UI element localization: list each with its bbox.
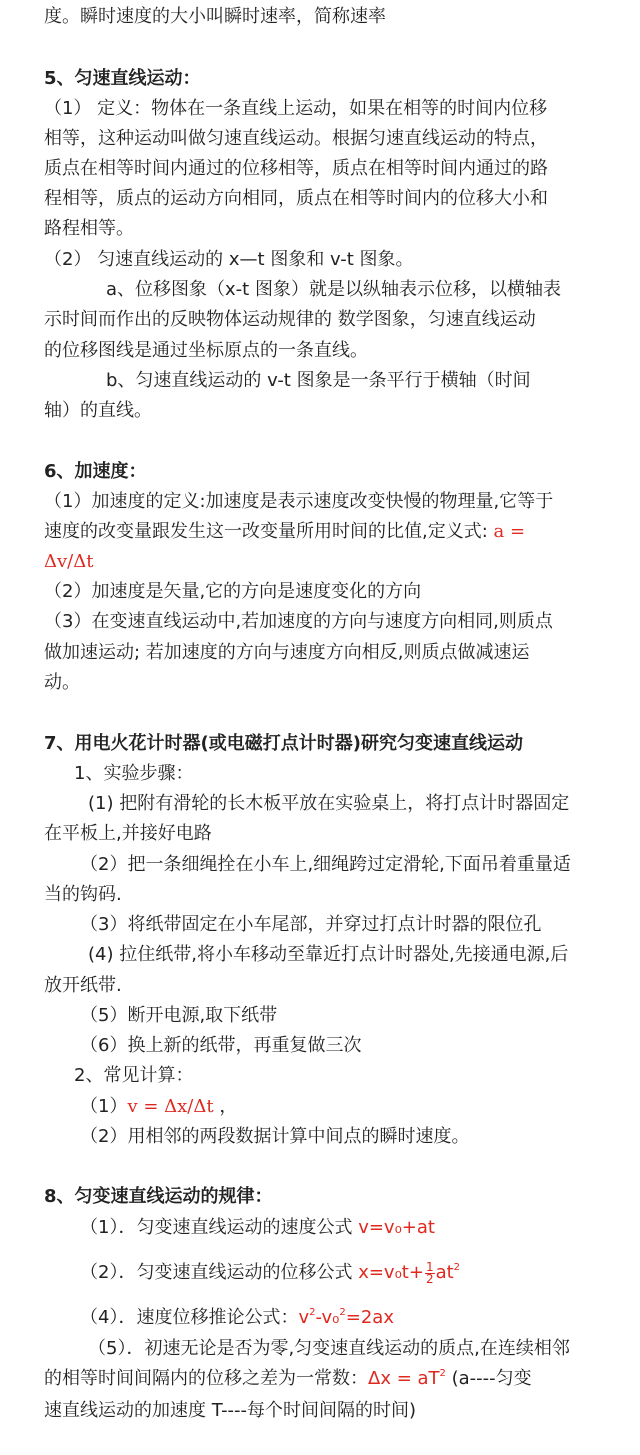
text-line: 度。瞬时速度的大小叫瞬时速率，简称速率 (44, 6, 386, 27)
section-8-title: 8、匀变速直线运动的规律： (44, 1186, 273, 1207)
formula-part: -v₀ (315, 1307, 340, 1328)
text-run: （1） (80, 1096, 128, 1117)
text-line: 2、常见计算： (74, 1065, 194, 1086)
text-line (80, 1215, 435, 1241)
formula-part: Δx = aT (368, 1368, 440, 1389)
text-line: 1、实验步骤： (74, 763, 194, 784)
text-line: （1） 定义：物体在一条直线上运动，如果在相等的时间内位移 (44, 98, 548, 119)
text-line: 轴）的直线。 (44, 400, 152, 421)
text-line: （2） 匀速直线运动的 x—t 图象和 v-t 图象。 (44, 249, 414, 270)
text-run: (a----匀变 (445, 1368, 532, 1389)
text-run: （4）．速度位移推论公式： (80, 1307, 299, 1328)
text-line: 当的钩码. (44, 884, 122, 905)
formula-part: v (298, 1307, 310, 1328)
text-line: (1) 把附有滑轮的长木板平放在实验桌上，将打点计时器固定 (88, 793, 570, 814)
formula-exponent: 2 (453, 1262, 461, 1273)
formula-exponent: 2 (439, 1368, 446, 1379)
text-line: （2）把一条细绳拴在小车上,细绳跨过定滑轮,下面吊着重量适 (80, 854, 571, 875)
section-5-title: 5、匀速直线运动： (44, 68, 201, 89)
text-line: （1）加速度的定义:加速度是表示速度改变快慢的物理量,它等于 (44, 491, 554, 512)
text-run: 速度的改变量跟发生这一改变量所用时间的比值,定义式: (44, 521, 494, 542)
text-line: 做加速运动; 若加速度的方向与速度方向相反,则质点做减速运 (44, 642, 530, 663)
text-line: (4) 拉住纸带,将小车移动至靠近打点计时器处,先接通电源,后 (88, 944, 569, 965)
fraction-denominator: 2 (425, 1271, 434, 1286)
formula-displacement-difference (368, 1368, 446, 1389)
text-line: （2）加速度是矢量,它的方向是速度变化的方向 (44, 581, 422, 602)
formula-exponent: 2 (339, 1307, 346, 1318)
formula-velocity-displacement (298, 1307, 394, 1328)
text-line: 程相等，质点的运动方向相同，质点在相等时间内的位移大小和 (44, 188, 548, 209)
text-line: 路程相等。 (44, 218, 134, 239)
text-line: a、位移图象（x-t 图象）就是以纵轴表示位移，以横轴表 (106, 279, 561, 300)
text-line: 示时间而作出的反映物体运动规律的 数学图象，匀速直线运动 (44, 309, 536, 330)
text-line: （3）将纸带固定在小车尾部，并穿过打点计时器的限位孔 (80, 914, 542, 935)
text-line: 放开纸带. (44, 975, 122, 996)
formula-acceleration: a = (493, 521, 526, 542)
formula-exponent: 2 (309, 1307, 316, 1318)
text-line: 速直线运动的加速度 T----每个时间间隔的时间) (44, 1400, 417, 1421)
text-line: （5）．初速无论是否为零,匀变速直线运动的质点,在连续相邻 (88, 1338, 570, 1359)
text-line (80, 1260, 460, 1286)
text-line (80, 1305, 394, 1331)
text-line: 质点在相等时间内通过的位移相等，质点在相等时间内通过的路 (44, 158, 548, 179)
text-line (80, 1094, 237, 1120)
formula-part: at (435, 1262, 454, 1283)
text-run: ， (213, 1096, 238, 1117)
formula-velocity: v = Δx/Δt (127, 1096, 214, 1117)
text-run: 的相等时间间隔内的位移之差为一常数： (44, 1368, 368, 1389)
text-line: （6）换上新的纸带，再重复做三次 (80, 1035, 362, 1056)
text-line: （2）用相邻的两段数据计算中间点的瞬时速度。 (80, 1126, 470, 1147)
fraction-numerator: 1 (425, 1259, 434, 1274)
formula-velocity-time: v=v₀+at (358, 1217, 435, 1238)
text-line: 动。 (44, 672, 80, 693)
text-line: 在平板上,并接好电路 (44, 823, 212, 844)
section-7-title: 7、用电火花计时器(或电磁打点计时器)研究匀变速直线运动 (44, 733, 523, 754)
text-run: （2）．匀变速直线运动的位移公式 (80, 1262, 359, 1283)
text-line: b、匀速直线运动的 v-t 图象是一条平行于横轴（时间 (106, 370, 531, 391)
formula-displacement (358, 1259, 461, 1286)
text-line: 的位移图线是通过坐标原点的一条直线。 (44, 340, 368, 361)
formula-part: x=v₀t+ (358, 1262, 424, 1283)
text-run: （1）．匀变速直线运动的速度公式 (80, 1217, 359, 1238)
text-line: 相等，这种运动叫做匀速直线运动。根据匀速直线运动的特点， (44, 128, 548, 149)
formula-part: =2ax (345, 1307, 394, 1328)
fraction-one-half (425, 1259, 435, 1286)
text-line: （5）断开电源,取下纸带 (80, 1005, 278, 1026)
formula-acceleration-cont: Δv/Δt (44, 551, 94, 572)
text-line (44, 519, 525, 545)
text-line (44, 1366, 532, 1392)
section-6-title: 6、加速度： (44, 461, 147, 482)
text-line: （3）在变速直线运动中,若加速度的方向与速度方向相同,则质点 (44, 611, 553, 632)
